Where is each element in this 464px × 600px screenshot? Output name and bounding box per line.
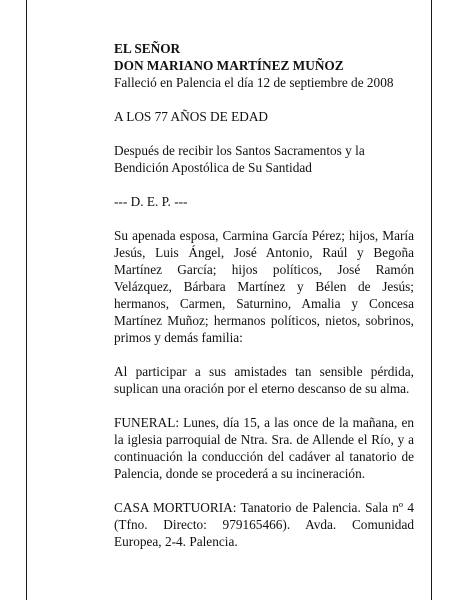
notice-title-line1: EL SEÑOR bbox=[114, 41, 181, 56]
age-line: A LOS 77 AÑOS DE EDAD bbox=[114, 109, 269, 124]
deceased-name: DON MARIANO MARTÍNEZ MUÑOZ bbox=[114, 58, 344, 73]
obituary-notice bbox=[114, 40, 414, 550]
family-paragraph: Su apenada esposa, Carmina García Pérez; hijos, María Jesús, Luis Ángel, José Antonio, Raúl y Begoña Martínez García; hijos políticos, José Ramón Velázquez, Bárbara Martínez y Bélen de Jesús; hermanos, Carmen, Saturnino, Amalia y Concesa Martínez Muñoz; hermanos políticos, nietos, sobrinos, primos y demás familia: bbox=[114, 228, 414, 345]
request-paragraph: Al participar a sus amistades tan sensible pérdida, suplican una oración por el eterno descanso de su alma. bbox=[114, 364, 414, 396]
sacraments-paragraph: Después de recibir los Santos Sacramentos y la Bendición Apostólica de Su Santidad bbox=[114, 143, 365, 175]
rip-line: --- D. E. P. --- bbox=[114, 194, 188, 209]
death-date-line: Falleció en Palencia el día 12 de septiembre de 2008 bbox=[114, 75, 394, 90]
mortuary-paragraph: CASA MORTUORIA: Tanatorio de Palencia. Sala nº 4 (Tfno. Directo: 979165466). Avda. Comunidad Europea, 2-4. Palencia. bbox=[114, 500, 414, 549]
funeral-paragraph: FUNERAL: Lunes, día 15, a las once de la mañana, en la iglesia parroquial de Ntra. Sra. de Allende el Río, y a continuación la conducción del cadáver al tanatorio de Palencia, donde se procederá a su incineración. bbox=[114, 415, 414, 481]
